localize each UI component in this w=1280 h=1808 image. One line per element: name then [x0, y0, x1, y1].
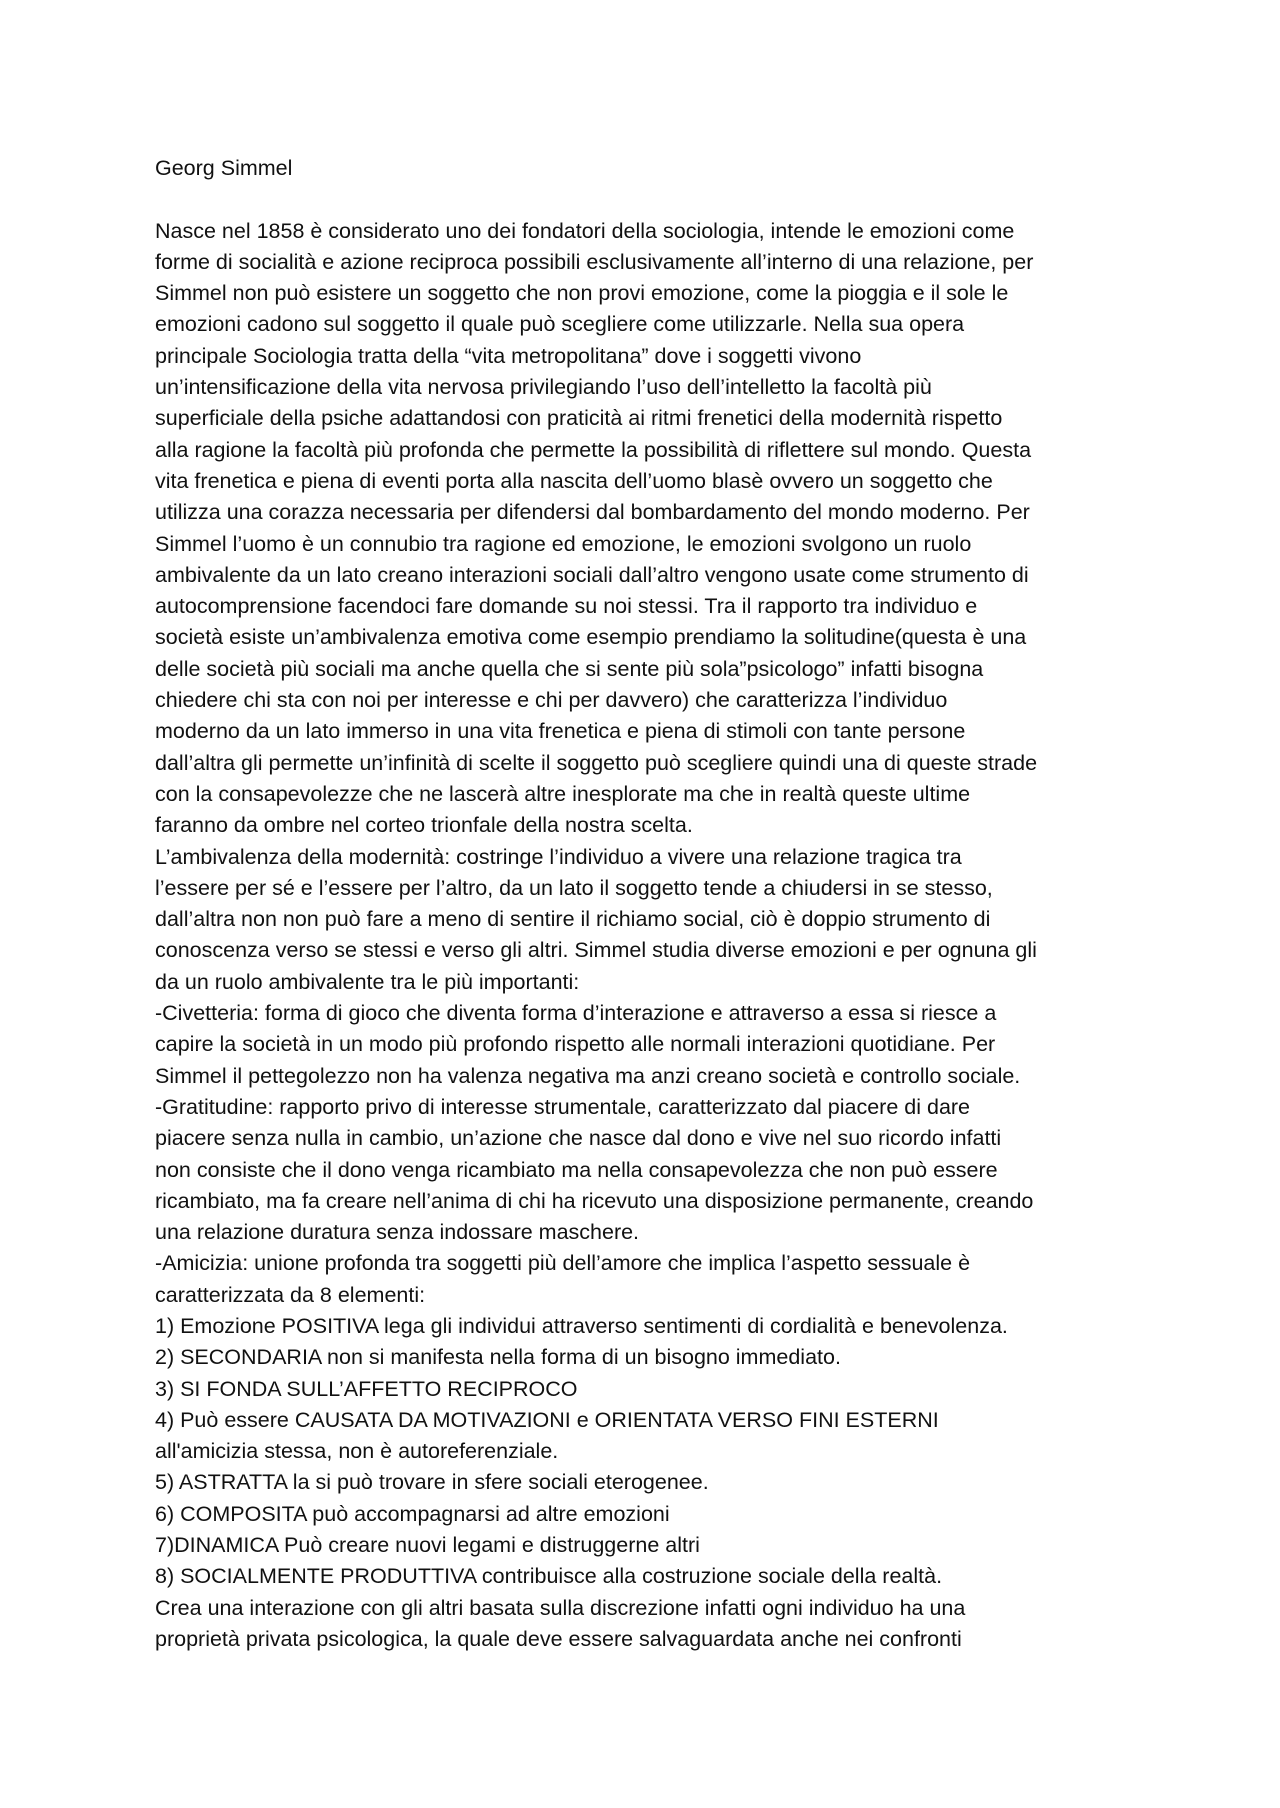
body-line: 8) SOCIALMENTE PRODUTTIVA contribuisce alla costruzione sociale della realtà.	[155, 1564, 943, 1589]
body-line: -Gratitudine: rapporto privo di interesse strumentale, caratterizzato dal piacere di dare	[155, 1094, 971, 1119]
body-line: chiedere chi sta con noi per interesse e chi per davvero) che caratterizza l’individuo	[155, 688, 948, 713]
body-line: vita frenetica e piena di eventi porta alla nascita dell’uomo blasè ovvero un soggetto che	[155, 468, 993, 493]
body-line: piacere senza nulla in cambio, un’azione che nasce dal dono e vive nel suo ricordo infatti	[155, 1126, 1002, 1151]
document-page	[155, 153, 1145, 1655]
body-line: moderno da un lato immerso in una vita frenetica e piena di stimoli con tante persone	[155, 719, 966, 744]
body-line: 2) SECONDARIA non si manifesta nella forma di un bisogno immediato.	[155, 1345, 841, 1370]
body-line: capire la società in un modo più profondo rispetto alle normali interazioni quotidiane. Per	[155, 1032, 996, 1057]
body-line: conoscenza verso se stessi e verso gli altri. Simmel studia diverse emozioni e per ognuna gli	[155, 938, 1037, 963]
body-line: 5) ASTRATTA la si può trovare in sfere sociali eterogenee.	[155, 1470, 709, 1495]
body-line: delle società più sociali ma anche quella che si sente più sola”psicologo” infatti bisogna	[155, 656, 984, 681]
document-title: Georg Simmel	[155, 156, 293, 180]
body-line: 7)DINAMICA Può creare nuovi legami e distruggerne altri	[155, 1533, 700, 1558]
body-line: all'amicizia stessa, non è autoreferenziale.	[155, 1439, 559, 1464]
body-line: Crea una interazione con gli altri basata sulla discrezione infatti ogni individuo ha una	[155, 1595, 966, 1620]
body-line: L’ambivalenza della modernità: costringe l’individuo a vivere una relazione tragica tra	[155, 844, 962, 869]
body-line: alla ragione la facoltà più profonda che permette la possibilità di riflettere sul mondo. Questa	[155, 437, 1032, 462]
body-line: 6) COMPOSITA può accompagnarsi ad altre emozioni	[155, 1501, 670, 1526]
body-line: dall’altra gli permette un’infinità di scelte il soggetto può scegliere quindi una di queste strade	[155, 750, 1038, 775]
body-line: principale Sociologia tratta della “vita metropolitana” dove i soggetti vivono	[155, 343, 862, 368]
body-line: autocomprensione facendoci fare domande su noi stessi. Tra il rapporto tra individuo e	[155, 594, 978, 619]
body-line: superficiale della psiche adattandosi con praticità ai ritmi frenetici della modernità rispetto	[155, 406, 1003, 431]
body-line: ambivalente da un lato creano interazioni sociali dall’altro vengono usate come strumento di	[155, 562, 1029, 587]
body-line: non consiste che il dono venga ricambiato ma nella consapevolezza che non può essere	[155, 1157, 998, 1182]
body-line: utilizza una corazza necessaria per difendersi dal bombardamento del mondo moderno. Per	[155, 500, 1030, 525]
body-line: da un ruolo ambivalente tra le più importanti:	[155, 969, 580, 994]
body-line: 1) Emozione POSITIVA lega gli individui attraverso sentimenti di cordialità e benevolenza.	[155, 1313, 1008, 1338]
body-line: emozioni cadono sul soggetto il quale può scegliere come utilizzarle. Nella sua opera	[155, 312, 965, 337]
body-line: 4) Può essere CAUSATA DA MOTIVAZIONI e ORIENTATA VERSO FINI ESTERNI	[155, 1407, 939, 1432]
body-line: proprietà privata psicologica, la quale deve essere salvaguardata anche nei confronti	[155, 1626, 962, 1651]
body-line: -Civetteria: forma di gioco che diventa forma d’interazione e attraverso a essa si riesce a	[155, 1001, 997, 1026]
body-line: Simmel non può esistere un soggetto che non provi emozione, come la pioggia e il sole le	[155, 281, 1009, 306]
body-line: faranno da ombre nel corteo trionfale della nostra scelta.	[155, 813, 693, 838]
body-line: una relazione duratura senza indossare maschere.	[155, 1220, 640, 1245]
body-line: dall’altra non non può fare a meno di sentire il richiamo social, ciò è doppio strumento di	[155, 907, 991, 932]
body-line: Simmel l’uomo è un connubio tra ragione ed emozione, le emozioni svolgono un ruolo	[155, 531, 972, 556]
body-line: forme di socialità e azione reciproca possibili esclusivamente all’interno di una relazione, per	[155, 249, 1034, 274]
body-line: ricambiato, ma fa creare nell’anima di chi ha ricevuto una disposizione permanente, creando	[155, 1188, 1034, 1213]
body-line: un’intensificazione della vita nervosa privilegiando l’uso dell’intelletto la facoltà più	[155, 375, 932, 400]
body-line: 3) SI FONDA SULL’AFFETTO RECIPROCO	[155, 1376, 578, 1401]
body-line: -Amicizia: unione profonda tra soggetti più dell’amore che implica l’aspetto sessuale è	[155, 1251, 971, 1276]
body-line: Simmel il pettegolezzo non ha valenza negativa ma anzi creano società e controllo sociale.	[155, 1063, 1021, 1088]
body-line: con la consapevolezze che ne lascerà altre inesplorate ma che in realtà queste ultime	[155, 781, 971, 806]
body-line: società esiste un’ambivalenza emotiva come esempio prendiamo la solitudine(questa è una	[155, 625, 1027, 650]
body-line: Nasce nel 1858 è considerato uno dei fondatori della sociologia, intende le emozioni come	[155, 218, 1015, 243]
body-line: l’essere per sé e l’essere per l’altro, da un lato il soggetto tende a chiudersi in se stesso,	[155, 875, 993, 900]
document-body	[155, 216, 1145, 1656]
body-line: caratterizzata da 8 elementi:	[155, 1282, 426, 1307]
